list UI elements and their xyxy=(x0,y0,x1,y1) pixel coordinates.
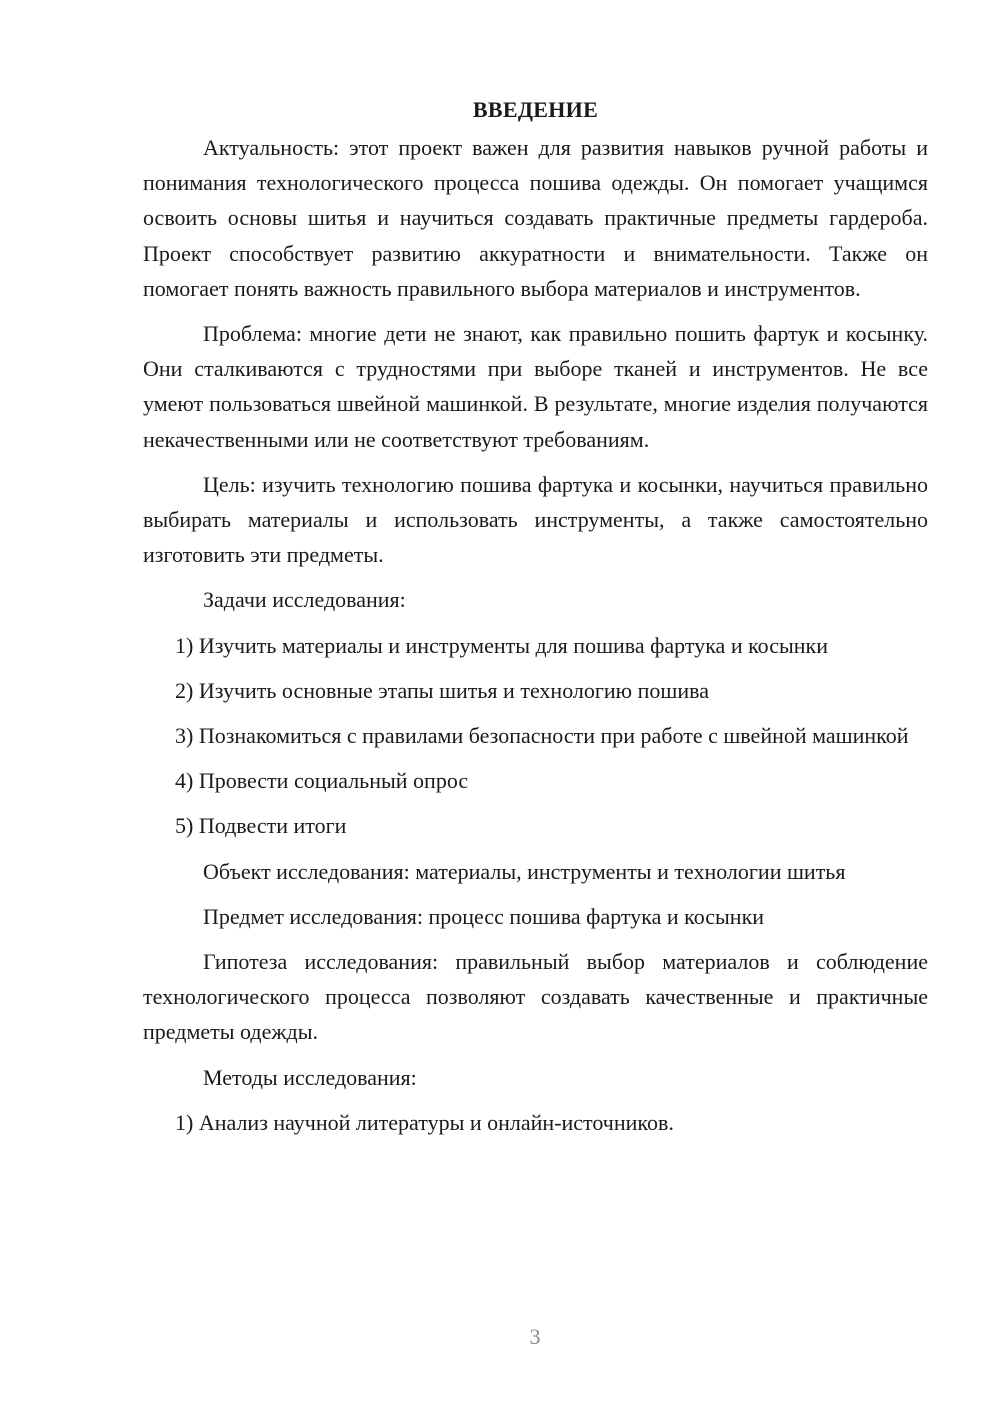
paragraph-goal: Цель: изучить технологию пошива фартука и косынки, научиться правильно выбирать материалы и использовать инструменты, а также самостоятельно изготовить эти предметы. xyxy=(143,471,928,568)
paragraph-subject: Предмет исследования: процесс пошива фартука и косынки xyxy=(203,903,765,929)
list-item: 4) Провести социальный опрос xyxy=(175,768,469,794)
page-number: 3 xyxy=(529,1324,541,1349)
paragraph-relevance: Актуальность: этот проект важен для развития навыков ручной работы и понимания технологического процесса пошива одежды. Он помогает учащимся освоить основы шитья и научиться создавать практичные предметы гардероба. Проект способствует развитию аккуратности и внимательности. Также он помогает понять важность правильного выбора материалов и инструментов. xyxy=(143,135,928,301)
document-page xyxy=(143,90,928,1150)
paragraph-object: Объект исследования: материалы, инструменты и технологии шитья xyxy=(203,858,846,884)
list-item: 2) Изучить основные этапы шитья и технологию пошива xyxy=(175,677,709,703)
page-title: ВВЕДЕНИЕ xyxy=(472,97,599,122)
list-item: 5) Подвести итоги xyxy=(175,813,347,839)
paragraph-problem: Проблема: многие дети не знают, как правильно пошить фартук и косынку. Они сталкиваются с трудностями при выборе тканей и инструментов. Не все умеют пользоваться швейной машинкой. В результате, многие изделия получаются некачественными или не соответствуют требованиям. xyxy=(143,321,928,452)
tasks-heading: Задачи исследования: xyxy=(203,587,406,613)
list-item: 1) Изучить материалы и инструменты для пошива фартука и косынки xyxy=(175,632,828,658)
list-item: 1) Анализ научной литературы и онлайн-источников. xyxy=(175,1109,674,1135)
paragraph-hypothesis: Гипотеза исследования: правильный выбор материалов и соблюдение технологического процесса позволяют создавать качественные и практичные предметы одежды. xyxy=(143,949,928,1045)
list-item: 3) Познакомиться с правилами безопасности при работе с швейной машинкой xyxy=(175,723,909,749)
methods-heading: Методы исследования: xyxy=(203,1064,417,1090)
